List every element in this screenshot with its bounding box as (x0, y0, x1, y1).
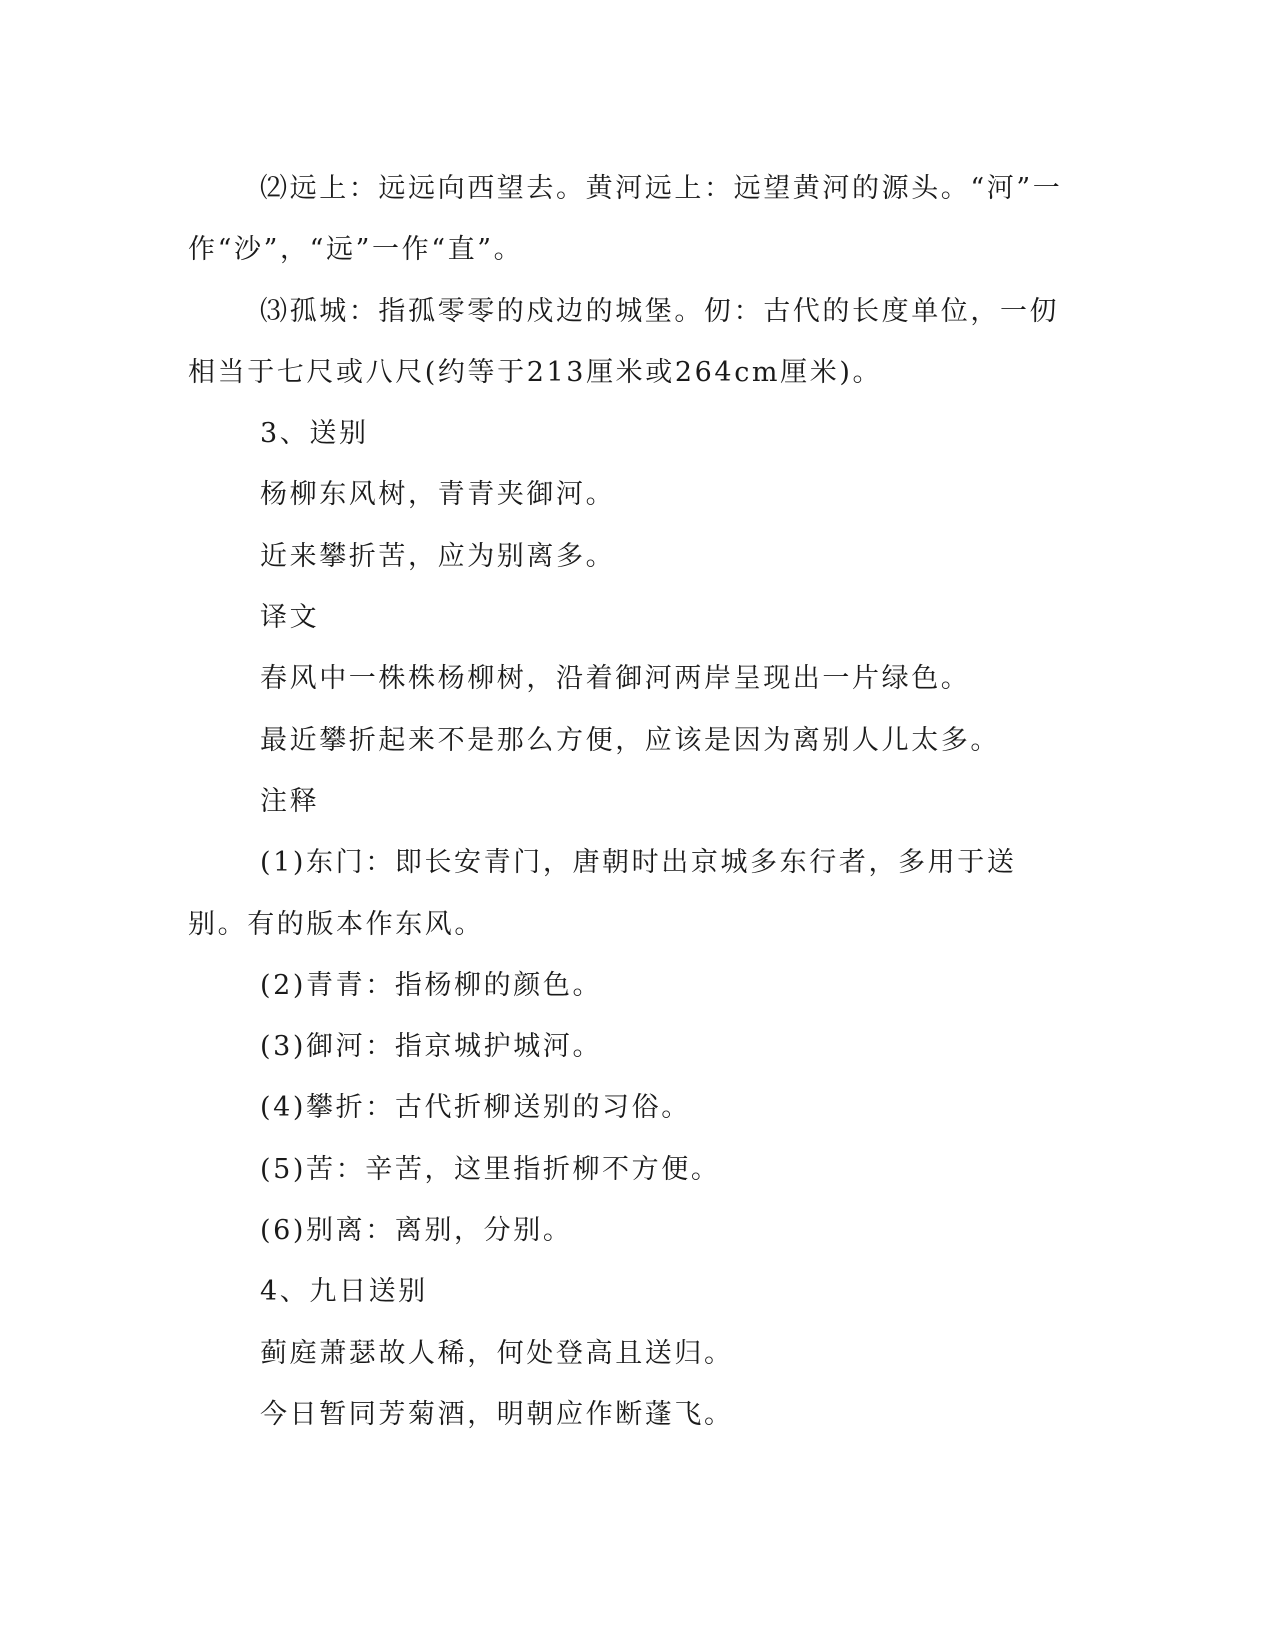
notes-heading: 注释 (260, 785, 320, 817)
poem-line: 蓟庭萧瑟故人稀，何处登高且送归。 (260, 1337, 734, 1369)
document-body (188, 158, 1068, 1445)
poem-line: 近来攀折苦，应为别离多。 (260, 540, 616, 572)
note-item: (5)苦：辛苦，这里指折柳不方便。 (260, 1153, 721, 1185)
note-3-gucheng: ⑶孤城：指孤零零的戍边的城堡。仞：古代的长度单位，一仞相当于七尺或八尺(约等于213厘米或264cm厘米)。 (188, 295, 1060, 388)
translation-line: 最近攀折起来不是那么方便，应该是因为离别人儿太多。 (260, 724, 1000, 756)
note-item: (6)别离：离别，分别。 (260, 1215, 573, 1247)
translation-line: 春风中一株株杨柳树，沿着御河两岸呈现出一片绿色。 (260, 663, 971, 695)
translation-heading: 译文 (260, 602, 320, 634)
section-heading-jiuri-songbie: 4、九日送别 (260, 1276, 428, 1308)
poem-line: 今日暂同芳菊酒，明朝应作断蓬飞。 (260, 1398, 734, 1430)
note-2-yuanshang: ⑵远上：远远向西望去。黄河远上：远望黄河的源头。“河”一作“沙”，“远”一作“直”。 (188, 173, 1063, 266)
note-item: (3)御河：指京城护城河。 (260, 1031, 603, 1063)
note-item: (4)攀折：古代折柳送别的习俗。 (260, 1092, 691, 1124)
poem-line: 杨柳东风树，青青夹御河。 (260, 479, 616, 511)
note-item: (2)青青：指杨柳的颜色。 (260, 969, 603, 1001)
note-1-dongmen: (1)东门：即长安青门，唐朝时出京城多东行者，多用于送别。有的版本作东风。 (188, 847, 1017, 940)
section-heading-songbie: 3、送别 (260, 418, 369, 450)
